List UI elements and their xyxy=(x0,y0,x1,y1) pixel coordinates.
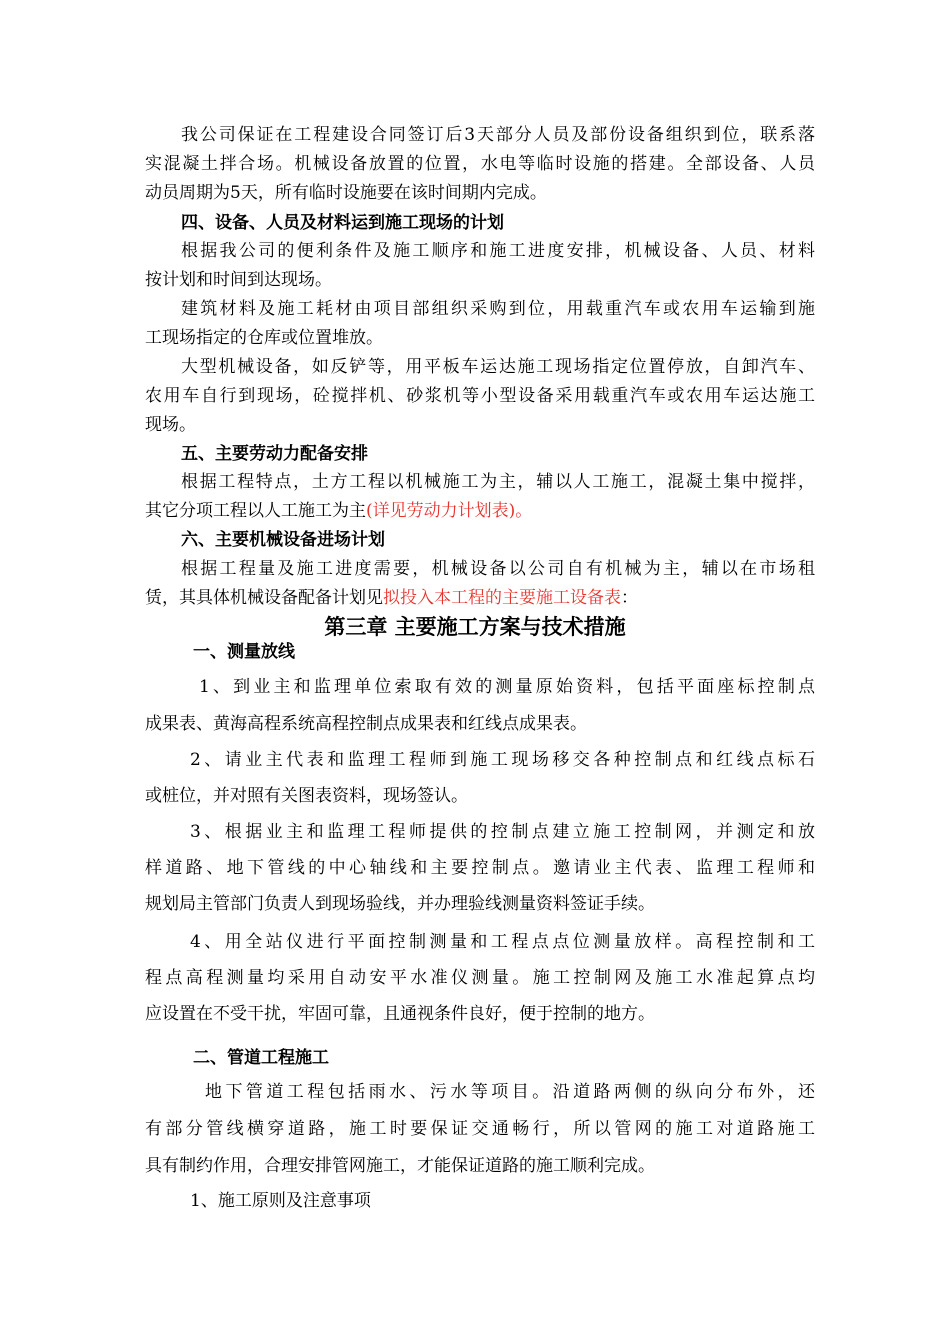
paragraph-line: 程点高程测量均采用自动安平水准仪测量。施工控制网及施工水准起算点均 xyxy=(145,968,815,988)
paragraph-line: 根据工程量及施工进度需要，机械设备以公司自有机械为主，辅以在市场租 xyxy=(181,559,815,579)
section-heading: 六、主要机械设备进场计划 xyxy=(181,530,385,550)
paragraph-line: 建筑材料及施工耗材由项目部组织采购到位，用载重汽车或农用车运输到施 xyxy=(181,299,815,319)
section-heading: 一、测量放线 xyxy=(193,642,295,662)
paragraph-line: 现场。 xyxy=(145,415,196,435)
paragraph-line: 大型机械设备，如反铲等，用平板车运达施工现场指定位置停放，自卸汽车、 xyxy=(181,357,815,377)
subsection-heading: 1、施工原则及注意事项 xyxy=(190,1191,371,1211)
paragraph-line: 应设置在不受干扰，牢固可靠，且通视条件良好，便于控制的地方。 xyxy=(145,1004,655,1024)
paragraph-line: 工现场指定的仓库或位置堆放。 xyxy=(145,328,383,348)
paragraph-text: 其它分项工程以人工施工为主 xyxy=(145,501,366,521)
paragraph-line: 根据工程特点，土方工程以机械施工为主，辅以人工施工，混凝土集中搅拌， xyxy=(181,472,815,492)
paragraph-line: 成果表、黄海高程系统高程控制点成果表和红线点成果表。 xyxy=(145,714,587,734)
paragraph-line: 4、用全站仪进行平面控制测量和工程点点位测量放样。高程控制和工 xyxy=(190,932,815,952)
paragraph-line: 1、到业主和监理单位索取有效的测量原始资料，包括平面座标控制点 xyxy=(199,677,815,697)
paragraph-line: 规划局主管部门负责人到现场验线，并办理验线测量资料签证手续。 xyxy=(145,894,655,914)
paragraph-line: 3、根据业主和监理工程师提供的控制点建立施工控制网，并测定和放 xyxy=(190,822,815,842)
paragraph-line: 地下管道工程包括雨水、污水等项目。沿道路两侧的纵向分布外，还 xyxy=(205,1082,815,1102)
section-heading: 五、主要劳动力配备安排 xyxy=(181,444,368,464)
reference-link-text: (详见劳动力计划表)。 xyxy=(366,501,533,521)
paragraph-text: ： xyxy=(621,588,638,608)
paragraph-line: 或桩位，并对照有关图表资料，现场签认。 xyxy=(145,786,468,806)
paragraph-line: 实混凝土拌合场。机械设备放置的位置，水电等临时设施的搭建。全部设备、人员 xyxy=(145,154,815,174)
paragraph-line: 有部分管线横穿道路，施工时要保证交通畅行，所以管网的施工对道路施工 xyxy=(145,1119,815,1139)
paragraph-line xyxy=(145,500,815,522)
paragraph-line: 根据我公司的便利条件及施工顺序和施工进度安排，机械设备、人员、材料 xyxy=(181,241,815,261)
reference-link-text: 拟投入本工程的主要施工设备表 xyxy=(383,588,621,608)
paragraph-line: 按计划和时间到达现场。 xyxy=(145,270,332,290)
paragraph-line: 样道路、地下管线的中心轴线和主要控制点。邀请业主代表、监理工程师和 xyxy=(145,858,815,878)
chapter-title: 第三章 主要施工方案与技术措施 xyxy=(324,614,626,639)
paragraph-line: 动员周期为5天，所有临时设施要在该时间期内完成。 xyxy=(145,183,547,203)
paragraph-line: 具有制约作用，合理安排管网施工，才能保证道路的施工顺利完成。 xyxy=(145,1156,655,1176)
section-heading: 四、设备、人员及材料运到施工现场的计划 xyxy=(181,213,504,233)
section-heading: 二、管道工程施工 xyxy=(193,1048,329,1068)
paragraph-line: 农用车自行到现场，砼搅拌机、砂浆机等小型设备采用载重汽车或农用车运达施工 xyxy=(145,386,815,406)
paragraph-line: 2、请业主代表和监理工程师到施工现场移交各种控制点和红线点标石 xyxy=(190,750,815,770)
paragraph-line xyxy=(145,587,815,609)
paragraph-line: 我公司保证在工程建设合同签订后3天部分人员及部份设备组织到位，联系落 xyxy=(181,125,815,145)
paragraph-text: 赁，其具体机械设备配备计划见 xyxy=(145,588,383,608)
